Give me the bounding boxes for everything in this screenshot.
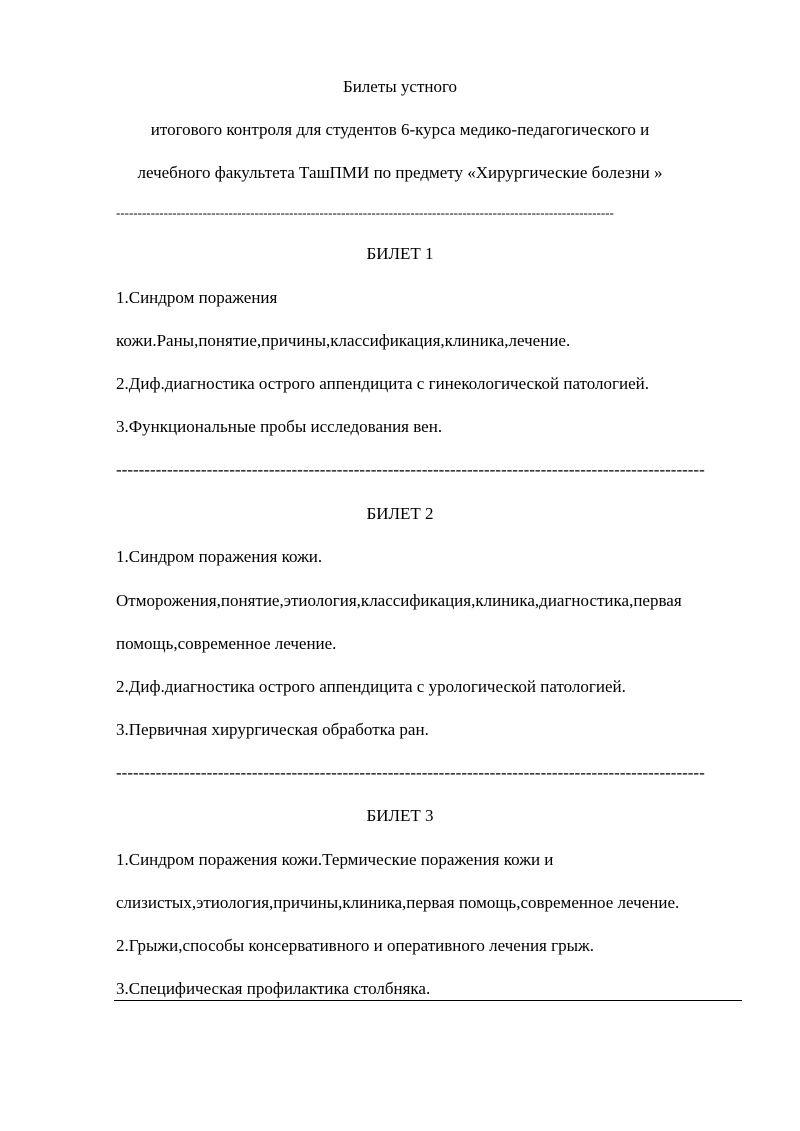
ticket-1-line-1: 1.Синдром поражения — [116, 288, 278, 307]
ticket-1-line-3: 2.Диф.диагностика острого аппендицита с гинекологической патологией. — [116, 374, 649, 393]
separator-top: ------------------------------------------------------------------------------------------------------------------- — [116, 205, 614, 220]
ticket-3-title: БИЛЕТ 3 — [366, 806, 434, 825]
header-title: Билеты устного — [342, 77, 458, 96]
ticket-2-line-2: Отморожения,понятие,этиология,классификация,клиника,диагностика,первая — [116, 591, 682, 610]
ticket-2-line-5: 3.Первичная хирургическая обработка ран. — [116, 720, 429, 739]
ticket-3-line-3: 2.Грыжи,способы консервативного и оперативного лечения грыж. — [116, 936, 595, 955]
bottom-rule — [114, 1000, 742, 1001]
ticket-2-line-3: помощь,современное лечение. — [116, 634, 337, 653]
ticket-2-title: БИЛЕТ 2 — [366, 504, 434, 523]
ticket-2-line-4: 2.Диф.диагностика острого аппендицита с урологической патологией. — [116, 677, 626, 696]
ticket-1-line-4: 3.Функциональные пробы исследования вен. — [116, 417, 443, 436]
separator-2: -------------------------------------------------------------------------------------------------------- — [116, 763, 705, 782]
ticket-1-line-2: кожи.Раны,понятие,причины,классификация,клиника,лечение. — [116, 331, 571, 350]
separator-1: -------------------------------------------------------------------------------------------------------- — [116, 460, 705, 479]
ticket-3-line-2: слизистых,этиология,причины,клиника,первая помощь,современное лечение. — [116, 893, 680, 912]
ticket-2-line-1: 1.Синдром поражения кожи. — [116, 547, 323, 566]
ticket-1-title: БИЛЕТ 1 — [366, 244, 434, 263]
header-subtitle-line-2: лечебного факультета ТашПМИ по предмету «Хирургические болезни » — [137, 163, 663, 182]
ticket-3-line-4: 3.Специфическая профилактика столбняка. — [116, 979, 431, 998]
ticket-3-line-1: 1.Синдром поражения кожи.Термические поражения кожи и — [116, 850, 554, 869]
header-subtitle-line-1: итогового контроля для студентов 6-курса медико-педагогического и — [150, 120, 650, 139]
